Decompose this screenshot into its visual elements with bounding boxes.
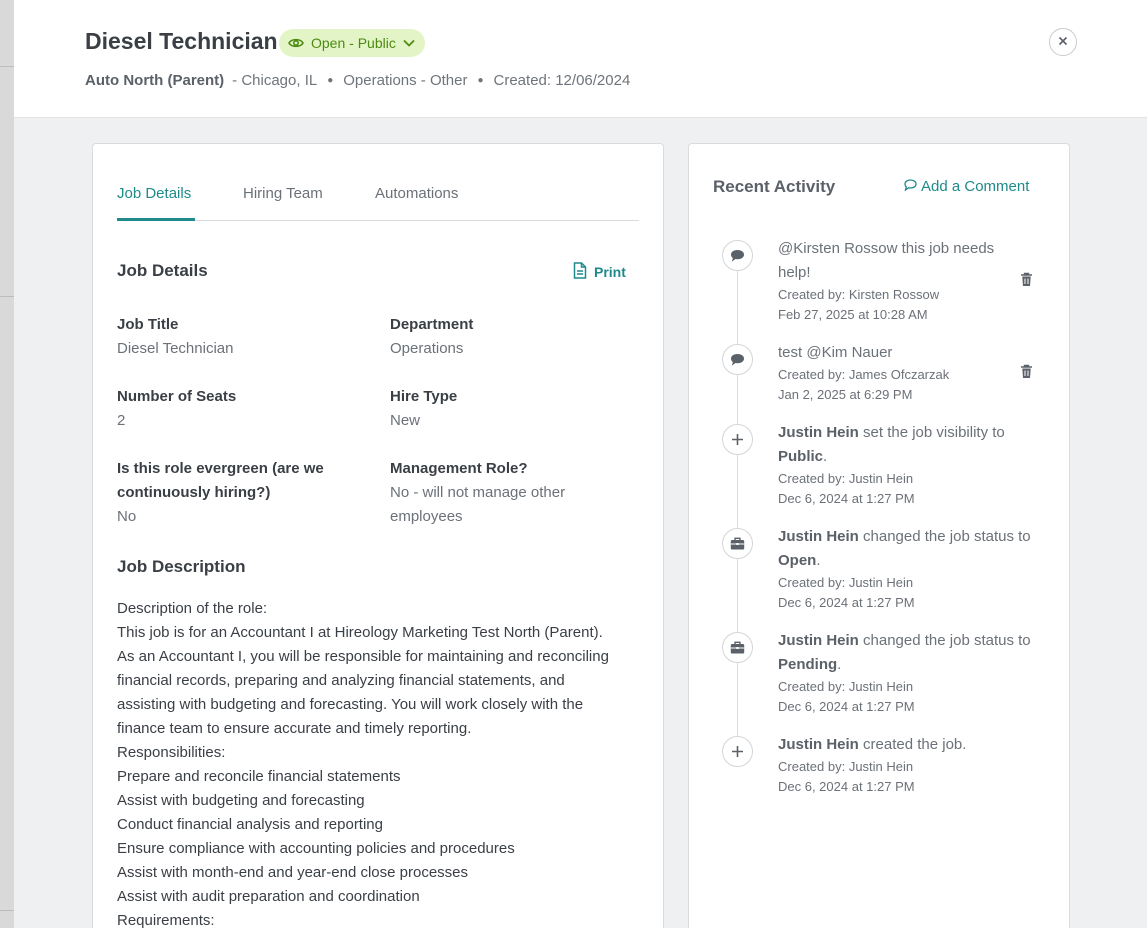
activity-item [778, 733, 1040, 797]
recent-activity-heading: Recent Activity [713, 177, 836, 196]
description-line: Conduct financial analysis and reporting [117, 816, 383, 833]
activity-text [778, 421, 1040, 445]
timeline-line [737, 256, 738, 752]
job-header [14, 0, 1147, 118]
tab-job-details[interactable]: Job Details [117, 185, 192, 202]
description-line: assisting with budgeting and forecasting. You will work closely with the [117, 696, 584, 713]
plus-icon [722, 424, 753, 455]
activity-author: Created by: Justin Hein [778, 679, 914, 694]
briefcase-icon [722, 528, 753, 559]
description-line: Assist with budgeting and forecasting [117, 792, 365, 809]
activity-action: set the job visibility to [858, 424, 1005, 441]
activity-end: . [816, 552, 821, 569]
created-date: Created: 12/06/2024 [493, 72, 631, 89]
activity-date: Dec 6, 2024 at 1:27 PM [778, 779, 915, 794]
field-value: Operations [390, 340, 464, 357]
field-value: No [117, 508, 137, 525]
job-location: - Chicago, IL [232, 72, 318, 89]
field-value: New [390, 412, 421, 429]
activity-action: changed the job status to [858, 632, 1031, 649]
description-line: Assist with month-end and year-end close processes [117, 864, 469, 881]
comment-outline-icon [904, 178, 917, 195]
activity-action: created the job. [858, 736, 967, 753]
separator-dot: ● [477, 75, 484, 86]
field-management-role [390, 457, 630, 529]
document-icon [573, 262, 587, 282]
job-meta [85, 72, 630, 89]
job-detail-panel [14, 0, 1147, 928]
activity-item [778, 237, 1040, 325]
activity-action: changed the job status to [858, 528, 1031, 545]
field-label: Job Title [117, 316, 179, 333]
briefcase-icon [722, 632, 753, 663]
activity-actor: Justin Hein [778, 736, 859, 753]
activity-item [778, 341, 1040, 405]
field-label: Department [390, 316, 474, 333]
activity-date: Dec 6, 2024 at 1:27 PM [778, 595, 915, 610]
activity-target: Open [778, 552, 817, 569]
company-name: Auto North (Parent) [85, 72, 225, 89]
activity-text [778, 525, 1040, 549]
activity-author: Created by: James Ofczarzak [778, 367, 950, 382]
job-details-heading: Job Details [117, 261, 208, 280]
activity-author: Created by: Kirsten Rossow [778, 287, 940, 302]
activity-date: Jan 2, 2025 at 6:29 PM [778, 387, 913, 402]
activity-target: Pending [778, 656, 838, 673]
job-department: Operations - Other [343, 72, 468, 89]
activity-text [778, 733, 1040, 757]
description-line: Requirements: [117, 912, 215, 928]
activity-date: Dec 6, 2024 at 1:27 PM [778, 491, 915, 506]
activity-item [778, 421, 1040, 509]
activity-date: Dec 6, 2024 at 1:27 PM [778, 699, 915, 714]
activity-end: . [823, 448, 828, 465]
trash-icon[interactable] [1020, 272, 1033, 292]
description-line: Prepare and reconcile financial statements [117, 768, 401, 785]
field-value: Diesel Technician [117, 340, 234, 357]
add-comment-button[interactable] [904, 178, 1029, 195]
activity-text: help! [778, 264, 811, 281]
description-line: Responsibilities: [117, 744, 226, 761]
field-number-of-seats [117, 385, 357, 433]
description-line: financial records, preparing and analyzing financial statements, and [117, 672, 565, 689]
activity-text [778, 445, 1040, 469]
activity-author: Created by: Justin Hein [778, 471, 914, 486]
activity-actor: Justin Hein [778, 528, 859, 545]
field-label: Is this role evergreen (are we [117, 460, 324, 477]
field-value: 2 [117, 412, 126, 429]
field-value: No - will not manage other [390, 484, 566, 501]
field-hire-type [390, 385, 630, 433]
job-description-text [117, 597, 642, 928]
description-line: Ensure compliance with accounting policies and procedures [117, 840, 515, 857]
activity-item [778, 525, 1040, 613]
description-line: As an Accountant I, you will be responsible for maintaining and reconciling [117, 648, 609, 665]
activity-author: Created by: Justin Hein [778, 759, 914, 774]
field-evergreen [117, 457, 377, 529]
description-line: Description of the role: [117, 600, 268, 617]
separator-dot: ● [327, 75, 334, 86]
job-details-card [92, 143, 664, 928]
comment-icon [722, 344, 753, 375]
description-line: Assist with audit preparation and coordination [117, 888, 420, 905]
activity-item [778, 629, 1040, 717]
job-description-heading: Job Description [117, 557, 246, 576]
eye-icon [288, 37, 304, 49]
activity-actor: Justin Hein [778, 632, 859, 649]
field-label: continuously hiring?) [117, 484, 271, 501]
tab-hiring-team[interactable]: Hiring Team [243, 185, 323, 202]
close-button[interactable] [1049, 28, 1077, 56]
status-dropdown[interactable] [279, 29, 425, 57]
close-icon [1058, 33, 1068, 51]
activity-text [778, 549, 1040, 573]
print-label: Print [594, 264, 626, 280]
field-department [390, 313, 630, 361]
plus-icon [722, 736, 753, 767]
print-button[interactable] [573, 262, 626, 282]
activity-text: test @Kim Nauer [778, 344, 893, 361]
description-line: This job is for an Accountant I at Hireology Marketing Test North (Parent). [117, 624, 603, 641]
field-job-title [117, 313, 357, 361]
add-comment-label: Add a Comment [921, 178, 1030, 195]
status-label: Open - Public [311, 35, 396, 51]
field-label: Hire Type [390, 388, 458, 405]
activity-end: . [837, 656, 842, 673]
activity-target: Public [778, 448, 824, 465]
activity-text [778, 653, 1040, 677]
job-title: Diesel Technician [85, 28, 278, 54]
activity-actor: Justin Hein [778, 424, 859, 441]
activity-text [778, 629, 1040, 653]
background-page [0, 0, 14, 928]
divider [0, 296, 14, 297]
tab-bar [117, 174, 639, 221]
active-tab-indicator [117, 218, 195, 221]
field-value: employees [390, 508, 463, 525]
activity-date: Feb 27, 2025 at 10:28 AM [778, 307, 928, 322]
activity-text: @Kirsten Rossow this job needs [778, 240, 995, 257]
description-line: finance team to ensure accurate and timely reporting. [117, 720, 472, 737]
activity-author: Created by: Justin Hein [778, 575, 914, 590]
tab-automations[interactable]: Automations [375, 185, 459, 202]
comment-icon [722, 240, 753, 271]
trash-icon[interactable] [1020, 364, 1033, 384]
divider [0, 66, 14, 67]
field-label: Number of Seats [117, 388, 237, 405]
divider [0, 910, 14, 911]
chevron-down-icon [403, 39, 415, 47]
recent-activity-card [688, 143, 1070, 928]
field-label: Management Role? [390, 460, 528, 477]
